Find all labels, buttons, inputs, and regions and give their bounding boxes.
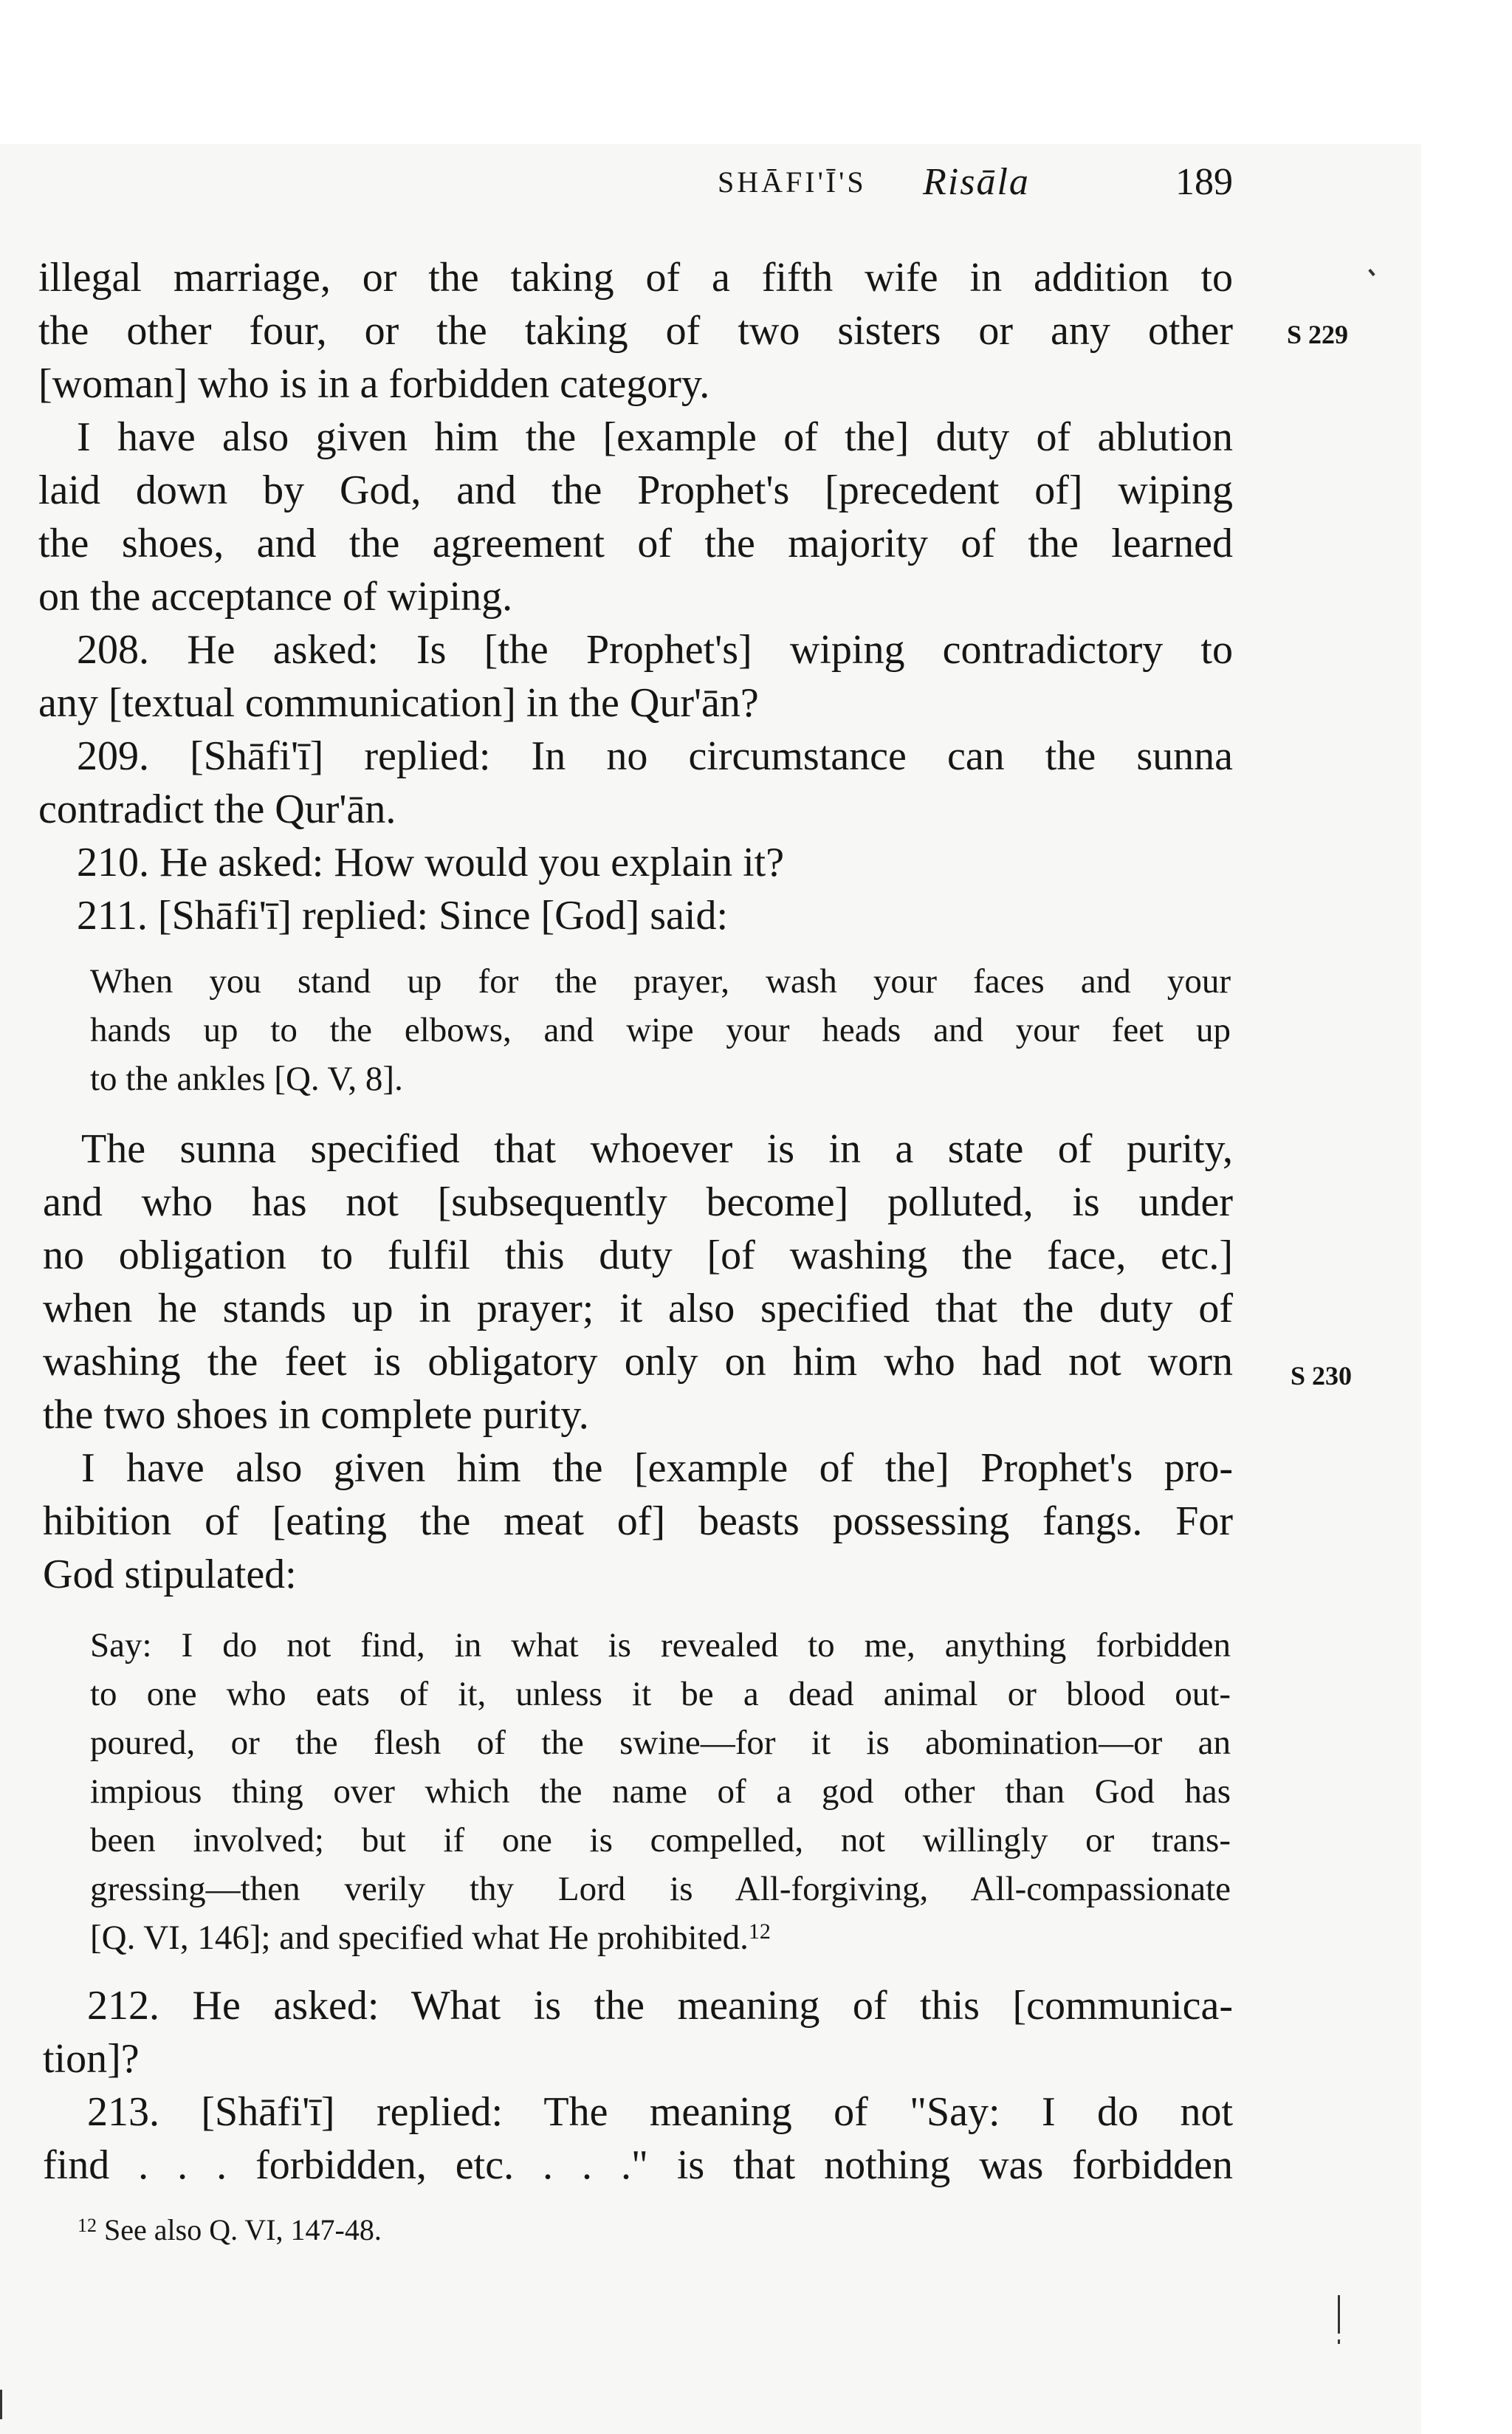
paragraph-210-line: 210. He asked: How would you explain it? xyxy=(77,840,785,885)
body-line: I have also given him the [example of the] duty of ablution xyxy=(77,414,1233,460)
scan-speck xyxy=(1338,2295,1340,2334)
margin-reference: S 230 xyxy=(1291,1361,1353,1391)
body-line: The sunna specified that whoever is in a state of purity, xyxy=(81,1126,1233,1172)
quran-quote-line: gressing—then verily thy Lord is All-forgiving, All-compassionate xyxy=(90,1870,1231,1908)
footnote xyxy=(78,2208,382,2252)
page-number: 189 xyxy=(1175,161,1233,203)
scan-speck xyxy=(1368,269,1375,276)
quran-quote-line: impious thing over which the name of a god other than God has xyxy=(90,1772,1231,1811)
paragraph-208-line: 208. He asked: Is [the Prophet's] wiping contradictory to xyxy=(77,627,1233,673)
body-line: hibition of [eating the meat of] beasts possessing fangs. For xyxy=(43,1498,1233,1544)
margin-reference: S 229 xyxy=(1287,320,1349,349)
paragraph-212-line: 212. He asked: What is the meaning of this [communica- xyxy=(87,1983,1233,2029)
scan-speck xyxy=(1338,2339,1340,2344)
body-line: the other four, or the taking of two sisters or any other xyxy=(38,308,1233,354)
body-line: washing the feet is obligatory only on him who had not worn xyxy=(43,1339,1233,1385)
body-line: no obligation to fulfil this duty [of washing the face, etc.] xyxy=(43,1233,1233,1278)
footnote-marker: 12 xyxy=(748,1919,771,1944)
scan-speck xyxy=(0,2390,2,2419)
paragraph-209-line: 209. [Shāfi'ī] replied: In no circumstance can the sunna xyxy=(77,733,1233,779)
body-line: the shoes, and the agreement of the majority of the learned xyxy=(38,521,1233,566)
body-line: tion]? xyxy=(43,2036,140,2082)
body-line: God stipulated: xyxy=(43,1552,297,1597)
body-line: I have also given him the [example of the] Prophet's pro- xyxy=(81,1445,1233,1491)
quran-quote-line: to the ankles [Q. V, 8]. xyxy=(90,1060,403,1098)
quran-quote-line: been involved; but if one is compelled, not willingly or trans- xyxy=(90,1821,1231,1859)
body-line: any [textual communication] in the Qur'ān? xyxy=(38,680,759,726)
body-line: find . . . forbidden, etc. . . ." is that nothing was forbidden xyxy=(43,2142,1233,2188)
body-line: and who has not [subsequently become] polluted, is under xyxy=(43,1179,1233,1225)
paragraph-213-line: 213. [Shāfi'ī] replied: The meaning of "Say: I do not xyxy=(87,2089,1233,2135)
quote-text: [Q. VI, 146]; and specified what He prohibited. xyxy=(90,1919,749,1957)
body-line: [woman] who is in a forbidden category. xyxy=(38,361,710,407)
running-head-title: Risāla xyxy=(923,161,1030,203)
footnote-number: 12 xyxy=(78,2215,97,2236)
body-line: the two shoes in complete purity. xyxy=(43,1392,589,1438)
body-line: illegal marriage, or the taking of a fifth wife in addition to xyxy=(38,255,1233,301)
running-head-author: SHĀFI'Ī'S xyxy=(718,165,867,199)
quran-quote-line: poured, or the flesh of the swine—for it is abomination—or an xyxy=(90,1724,1231,1762)
quran-quote-line: When you stand up for the prayer, wash your faces and your xyxy=(90,962,1231,1001)
body-line: when he stands up in prayer; it also specified that the duty of xyxy=(43,1286,1233,1331)
quran-quote-line xyxy=(90,1913,1231,1962)
paragraph-211-line: 211. [Shāfi'ī] replied: Since [God] said: xyxy=(77,893,729,939)
quran-quote-line: to one who eats of it, unless it be a dead animal or blood out- xyxy=(90,1675,1231,1713)
body-line: laid down by God, and the Prophet's [precedent of] wiping xyxy=(38,467,1233,513)
quran-quote-line: hands up to the elbows, and wipe your heads and your feet up xyxy=(90,1011,1231,1049)
footnote-text: See also Q. VI, 147-48. xyxy=(104,2213,382,2246)
body-line: on the acceptance of wiping. xyxy=(38,574,513,620)
body-line: contradict the Qur'ān. xyxy=(38,786,396,832)
running-head xyxy=(709,157,1233,208)
quran-quote-line: Say: I do not find, in what is revealed to me, anything forbidden xyxy=(90,1626,1231,1665)
